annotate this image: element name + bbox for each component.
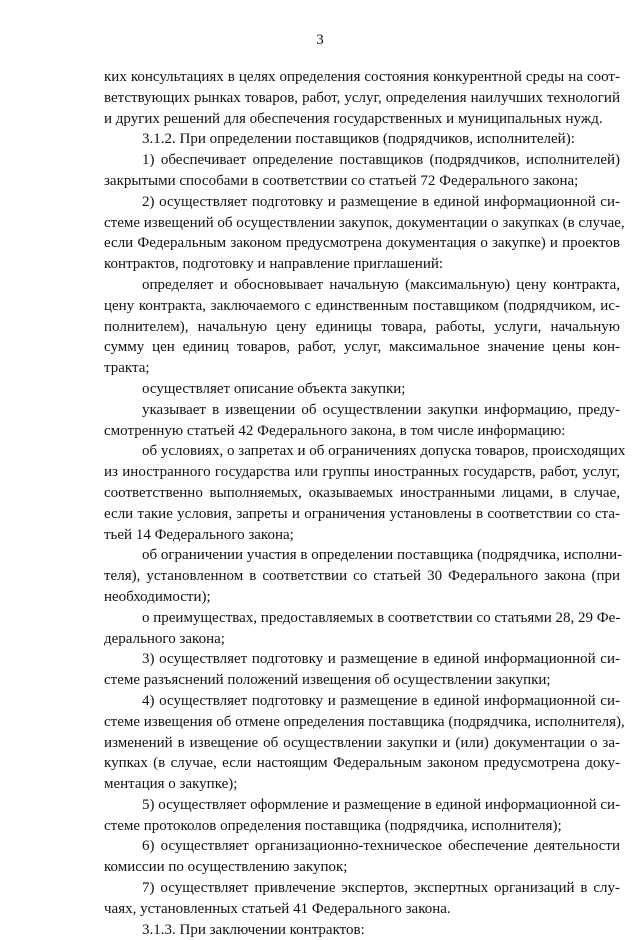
text-line: 7) осуществляет привлечение экспертов, экспертных организаций в слу-	[142, 880, 620, 897]
text-line: стеме извещений об осуществлении закупок, документации о закупках (в случае,	[104, 214, 625, 231]
text-line: указывает в извещении об осуществлении закупки информацию, преду-	[142, 401, 620, 418]
text-line: закрытыми способами в соответствии со статьей 72 Федерального закона;	[104, 172, 579, 189]
text-line: смотренную статьей 42 Федерального закона, в том числе информацию:	[104, 422, 566, 439]
text-line: 5) осуществляет оформление и размещение в единой информационной си-	[142, 796, 621, 813]
text-line: ментация о закупке);	[104, 776, 238, 793]
text-line: 6) осуществляет организационно-техническое обеспечение деятельности	[142, 838, 620, 855]
text-line: тьей 14 Федерального закона;	[104, 526, 294, 543]
text-line: изменений в извещение об осуществлении закупки и (или) документации о за-	[104, 734, 620, 751]
text-line: купках (в случае, если настоящим Федеральным законом предусмотрена доку-	[104, 755, 620, 772]
text-line: стеме протоколов определения поставщика (подрядчика, исполнителя);	[104, 817, 562, 834]
text-line: чаях, установленных статьей 41 Федерального закона.	[104, 900, 451, 917]
text-line: необходимости);	[104, 588, 211, 605]
text-line: и других решений для обеспечения государственных и муниципальных нужд.	[104, 110, 603, 127]
text-line: если Федеральным законом предусмотрена документация о закупке) и проектов	[104, 235, 620, 252]
text-line: 1) обеспечивает определение поставщиков (подрядчиков, исполнителей)	[142, 152, 620, 169]
text-line: ких консультациях в целях определения состояния конкурентной среды на соот-	[104, 69, 620, 85]
text-line: стеме разъяснений положений извещения об осуществлении закупки;	[104, 672, 551, 689]
page-number: 3	[316, 32, 324, 48]
text-line: контрактов, подготовку и направление приглашений:	[104, 256, 444, 273]
text-line: дерального закона;	[104, 630, 225, 647]
text-line: определяет и обосновывает начальную (максимальную) цену контракта,	[142, 276, 620, 293]
text-line: о преимуществах, предоставляемых в соответствии со статьями 28, 29 Фе-	[142, 609, 621, 626]
text-line: ветствующих рынках товаров, работ, услуг, определения наилучших технологий	[104, 89, 620, 106]
text-line: полнителем), начальную цену единицы товара, работы, услуги, начальную	[104, 318, 620, 335]
text-line: стеме извещения об отмене определения поставщика (подрядчика, исполнителя),	[104, 713, 625, 730]
text-line: тракта;	[104, 360, 150, 377]
text-line: об условиях, о запретах и об ограничениях допуска товаров, происходящих	[142, 443, 626, 460]
text-line: цену контракта, заключаемого с единственным поставщиком (подрядчиком, ис-	[104, 297, 620, 314]
text-line: 2) осуществляет подготовку и размещение в единой информационной си-	[142, 193, 620, 210]
text-line: соответственно выполняемых, оказываемых иностранными лицами, в случае,	[104, 484, 620, 501]
text-line: сумму цен единиц товаров, работ, услуг, максимальное значение цены кон-	[104, 339, 620, 356]
document-body	[104, 67, 626, 940]
text-line: 3.1.3. При заключении контрактов:	[142, 921, 365, 938]
text-line: 3) осуществляет подготовку и размещение в единой информационной си-	[142, 651, 620, 668]
text-line: теля), установленном в соответствии со статьей 30 Федерального закона (при	[104, 568, 620, 585]
text-line: об ограничении участия в определении поставщика (подрядчика, исполни-	[142, 547, 623, 564]
text-line: осуществляет описание объекта закупки;	[142, 380, 406, 397]
text-line: комиссии по осуществлению закупок;	[104, 859, 348, 876]
text-line: если такие условия, запреты и ограничения установлены в соответствии со ста-	[104, 505, 620, 522]
text-line: из иностранного государства или группы иностранных государств, работ, услуг,	[104, 464, 620, 481]
text-line: 4) осуществляет подготовку и размещение в единой информационной си-	[142, 692, 620, 709]
text-line: 3.1.2. При определении поставщиков (подрядчиков, исполнителей):	[142, 131, 575, 148]
